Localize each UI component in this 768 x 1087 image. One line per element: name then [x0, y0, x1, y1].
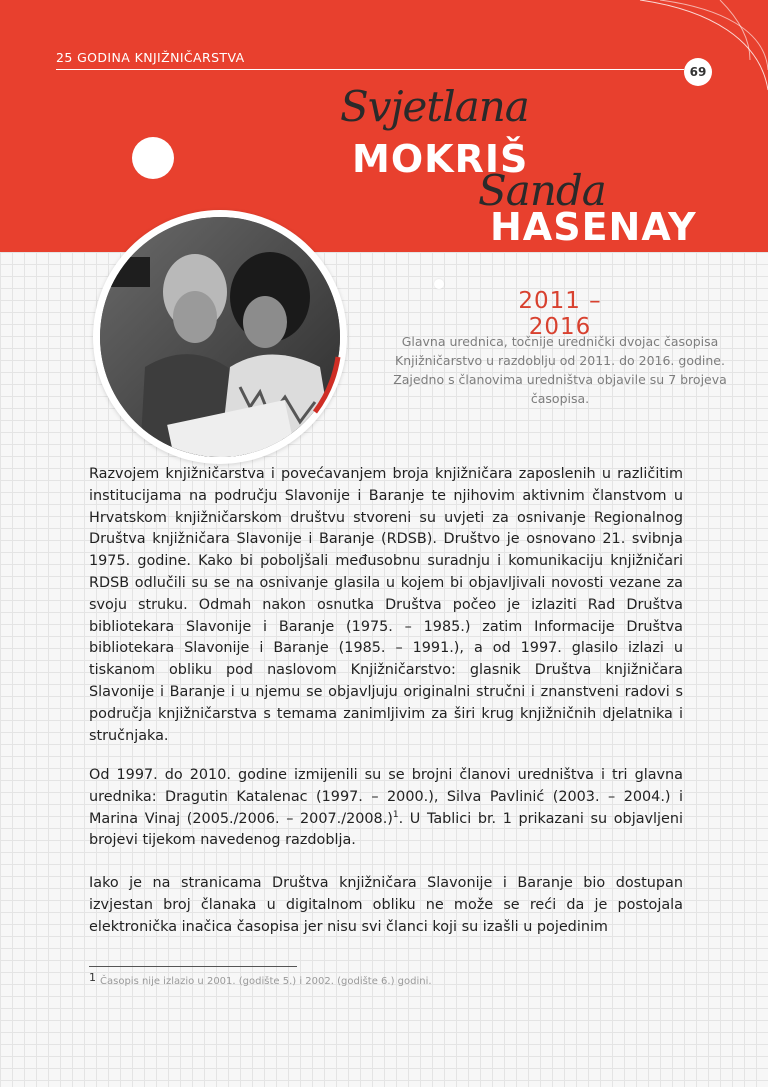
body-paragraph-1: Razvojem knjižničarstva i povećavanjem broja knjižničara zaposlenih u različitim institucijama na području Slavonije i Baranje te njihovim aktivnim članstvom u Hrvatskom knjižničarskom društvu stvoreni su uvjeti za osnivanje Regionalnog Društva knjižničara Slavonije i Baranje (RDSB). Društvo je osnovano 21. svibnja 1975. godine. Kako bi poboljšali međusobnu suradnju i komunikaciju knjižničari RDSB odlučili su se na osnivanje glasila u kojem bi objavljivali novosti vezane za svoju struku. Odmah nakon osnutka Društva počeo je izlaziti Rad Društva bibliotekara Slavonije i Baranje (1975. – 1985.) zatim Informacije Društva bibliotekara Slavonije i Baranje (1985. – 1991.), a od 1997. glasilo izlazi u tiskanom obliku pod naslovom Knjižničarstvo: glasnik Društva knjižničara Slavonije i Baranje i u njemu se objavljuju originalni stručni i znanstveni radovi s područja knjižničarstva s temama zanimljivim za širi krug knjižničnih djelatnika i stručnjaka. [89, 466, 683, 744]
header-rule [56, 69, 684, 70]
footnote-text: Časopis nije izlazio u 2001. (godište 5.) i 2002. (godište 6.) godini. [100, 976, 432, 987]
decorative-small-dot [434, 279, 444, 289]
profile-caption: Glavna urednica, točnije urednički dvojac časopisa Knjižničarstvo u razdoblju od 2011. do 2016. godine. Zajedno s članovima uredništva objavile su 7 brojeva časopisa. [393, 334, 727, 406]
para2-text-start: Od 1997. do 2010. godine izmijenili su se brojni članovi uredništva i tri glavna urednika: Dragutin Katalenac (1997. – 2000.), Silva Pavlinić (2003. – 2004.) i Marina Vinaj (2005./2006. – 2007./2008.) [89, 767, 683, 827]
first-given-name: Svjetlana [340, 82, 529, 131]
page-number: 69 [684, 58, 712, 86]
para2-text-end: . U Tablici br. 1 prikazani su objavljeni brojevi tijekom navedenog razdoblja. [89, 810, 683, 849]
tenure-years: 2011 – 2016 [518, 288, 602, 340]
second-surname: HASENAY [490, 205, 697, 249]
footnote [89, 971, 689, 987]
body-paragraph-3: Iako je na stranicama Društva knjižničara Slavonije i Baranje bio dostupan izvjestan broj članaka u digitalnom obliku ne može se reći da je postojala elektronička inačica časopisa jer nisu svi članci koji su izašli u pojedinim [89, 875, 683, 935]
decorative-arcs [600, 0, 768, 100]
footnote-marker: 1 [89, 971, 96, 984]
second-given-name: Sanda [478, 166, 606, 215]
first-surname: MOKRIŠ [352, 137, 529, 181]
decorative-red-arc [90, 207, 350, 467]
footnote-reference: 1 [392, 809, 399, 820]
footnote-rule [89, 966, 297, 967]
decorative-dot [132, 137, 174, 179]
running-title: 25 GODINA KNJIŽNIČARSTVA [56, 50, 245, 65]
body-paragraph-2 [89, 765, 683, 852]
